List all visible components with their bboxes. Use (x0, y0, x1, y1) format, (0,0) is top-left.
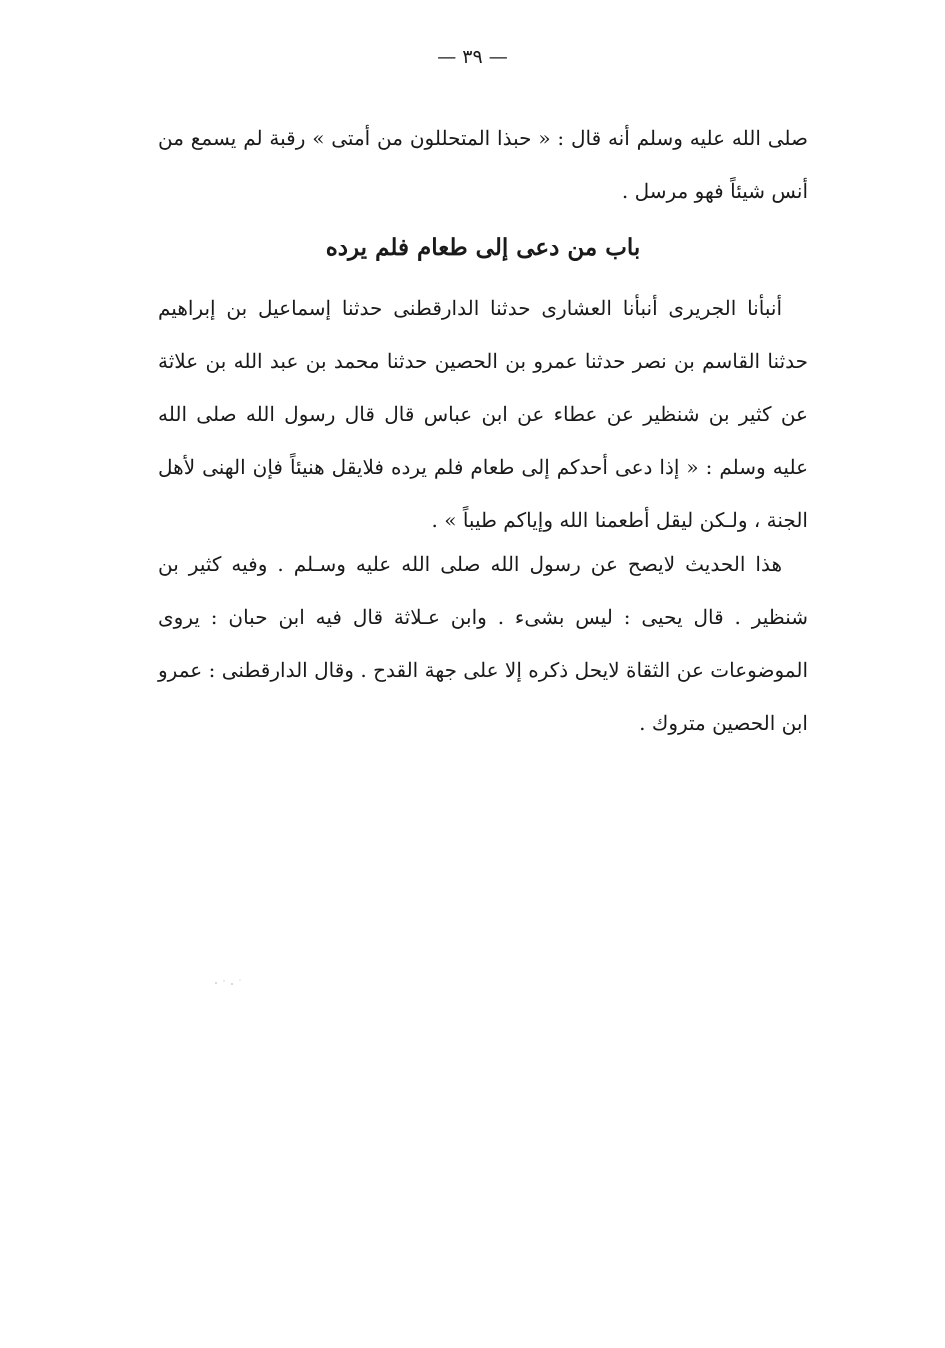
section-heading: باب من دعى إلى طعام فلم يرده (325, 234, 641, 261)
scan-speck-decoration (210, 975, 250, 989)
paragraph-text: أنبأنا الجريرى أنبأنا العشارى حدثنا الدارقطنى حدثنا إسماعيل بن إبراهيم حدثنا القاسم بن نصر حدثنا عمرو بن الحصين حدثنا محمد بن عبد الله بن علاثة عن كثير بن شنظير عن عطاء عن ابن عباس قال قال رسول الله صلى الله عليه وسلم : « إذا دعى أحدكم إلى طعام فلم يرده فلايقل هنيئاً فإن الهنى لأهل الجنة ، ولـكن ليقل أطعمنا الله وإياكم طيباً » . (158, 296, 809, 532)
paragraph-text: صلى الله عليه وسلم أنه قال : « حبذا المتحللون من أمتى » رقبة لم يسمع من أنس شيئاً فهو مرسل . (158, 126, 808, 203)
page-number: — ٣٩ — (437, 46, 508, 68)
paragraph-continuation (158, 112, 808, 218)
paragraph-commentary (158, 538, 808, 750)
paragraph-isnad (158, 282, 808, 547)
paragraph-text: هذا الحديث لايصح عن رسول الله صلى الله عليه وسـلم . وفيه كثير بن شنظير . قال يحيى : ليس بشىء . وابن عـلاثة قال فيه ابن حبان : يروى الموضوعات عن الثقاة لايحل ذكره إلا على جهة القدح . وقال الدارقطنى : عمرو ابن الحصين متروك . (158, 552, 808, 735)
